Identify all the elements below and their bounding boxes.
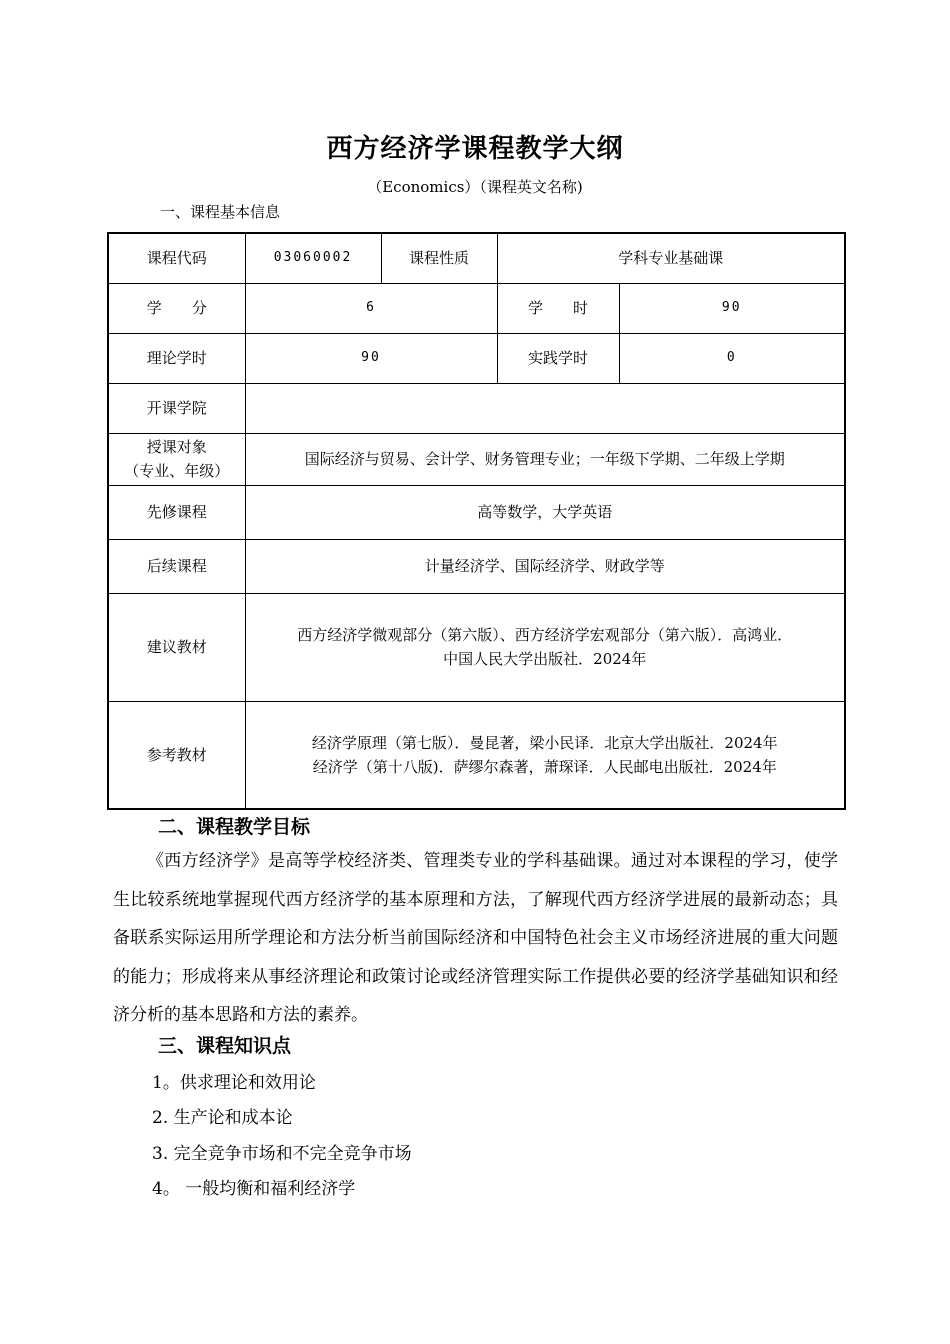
textbook-value	[245, 593, 845, 701]
credits-label: 学 分	[108, 283, 245, 333]
knowledge-point-item: 1。供求理论和效用论	[152, 1073, 316, 1093]
reference-value	[245, 701, 845, 809]
knowledge-point-item: 4。 一般均衡和福利经济学	[152, 1179, 356, 1199]
course-nature-label: 课程性质	[381, 233, 497, 283]
table-row	[108, 701, 845, 809]
audience-label-line1: 授课对象	[146, 438, 207, 456]
section1-heading: 一、课程基本信息	[160, 203, 281, 221]
college-value	[245, 383, 845, 433]
course-info-table	[107, 232, 846, 810]
course-code-label: 课程代码	[108, 233, 245, 283]
practice-hours-value: 0	[619, 333, 845, 383]
hours-value: 90	[619, 283, 845, 333]
theory-hours-label: 理论学时	[108, 333, 245, 383]
table-row	[108, 593, 845, 701]
table-row	[108, 383, 845, 433]
section2-paragraph: 《西方经济学》是高等学校经济类、管理类专业的学科基础课。通过对本课程的学习，使学生比较系统地掌握现代西方经济学的基本原理和方法，了解现代西方经济学进展的最新动态；具备联系实际运用所学理论和方法分析当前国际经济和中国特色社会主义市场经济进展的重大问题的能力；形成将来从事经济理论和政策讨论或经济管理实际工作提供必要的经济学基础知识和经济分析的基本思路和方法的素养。	[113, 851, 838, 1025]
table-row	[108, 233, 845, 283]
textbook-label: 建议教材	[108, 593, 245, 701]
theory-hours-value: 90	[245, 333, 497, 383]
hours-label: 学 时	[497, 283, 619, 333]
prerequisite-label: 先修课程	[108, 485, 245, 539]
audience-label-line2: （专业、年级）	[124, 462, 230, 480]
page-title: 西方经济学课程教学大纲	[326, 134, 624, 164]
audience-value: 国际经济与贸易、会计学、财务管理专业；一年级下学期、二年级上学期	[245, 433, 845, 485]
textbook-line1: 西方经济学微观部分（第六版）、西方经济学宏观部分（第六版）．高鸿业．	[297, 626, 793, 644]
followup-label: 后续课程	[108, 539, 245, 593]
textbook-line2: 中国人民大学出版社．2024年	[443, 650, 647, 668]
course-code-value: 03060002	[245, 233, 381, 283]
table-row	[108, 283, 845, 333]
audience-label	[108, 433, 245, 485]
table-row	[108, 485, 845, 539]
table-row	[108, 433, 845, 485]
reference-label: 参考教材	[108, 701, 245, 809]
table-row	[108, 333, 845, 383]
reference-line2: 经济学（第十八版)．萨缪尔森著，萧琛译．人民邮电出版社．2024年	[312, 757, 777, 776]
section3-heading: 三、课程知识点	[158, 1035, 292, 1057]
credits-value: 6	[245, 283, 497, 333]
reference-line1: 经济学原理（第七版）．曼昆著，梁小民译．北京大学出版社．2024年	[311, 733, 778, 752]
prerequisite-value: 高等数学，大学英语	[245, 485, 845, 539]
followup-value: 计量经济学、国际经济学、财政学等	[245, 539, 845, 593]
knowledge-point-item: 2. 生产论和成本论	[152, 1108, 293, 1128]
course-nature-value: 学科专业基础课	[497, 233, 845, 283]
knowledge-point-item: 3. 完全竞争市场和不完全竞争市场	[152, 1144, 412, 1164]
table-row	[108, 539, 845, 593]
section2-heading: 二、课程教学目标	[158, 816, 311, 838]
page-subtitle: （Economics）（课程英文名称)	[367, 178, 583, 196]
college-label: 开课学院	[108, 383, 245, 433]
practice-hours-label: 实践学时	[497, 333, 619, 383]
